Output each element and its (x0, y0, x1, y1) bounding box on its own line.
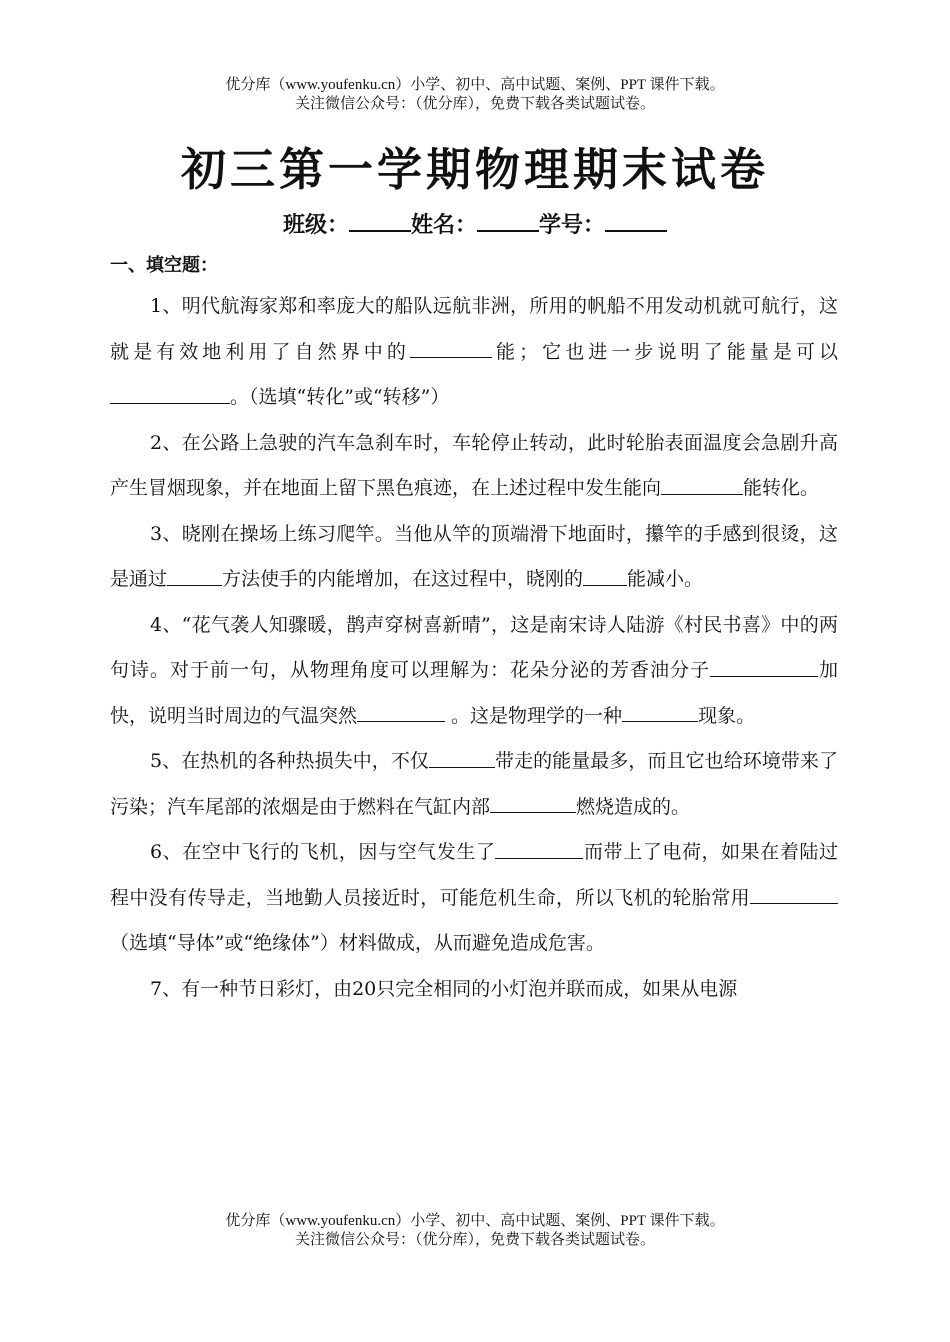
answer-blank[interactable] (490, 793, 576, 813)
question-3: 3、晓刚在操场上练习爬竿。当他从竿的顶端滑下地面时，攥竿的手感到很烫，这是通过 方法使手的内能增加，在这过程中，晓刚的 能减小。 (110, 522, 838, 590)
answer-blank[interactable] (622, 702, 698, 722)
footer-line-1: 优分库（www.youfenku.cn）小学、初中、高中试题、案例、PPT 课件下载。 (225, 1213, 725, 1229)
class-label: 班级： (282, 213, 349, 238)
header-line-1: 优分库（www.youfenku.cn）小学、初中、高中试题、案例、PPT 课件下载。 (225, 77, 725, 93)
answer-blank[interactable] (710, 657, 818, 677)
answer-blank[interactable] (583, 566, 627, 586)
answer-blank[interactable] (167, 566, 222, 586)
header-line-2: 关注微信公众号：（优分库），免费下载各类试题试卷。 (294, 96, 655, 112)
question-2: 2、在公路上急驶的汽车急刹车时，车轮停止转动，此时轮胎表面温度会急剧升高产生冒烟现象，并在地面上留下黑色痕迹，在上述过程中发生能向 能转化。 (110, 431, 838, 499)
question-7: 7、有一种节日彩灯，由20只完全相同的小灯泡并联而成，如果从电源 (150, 977, 738, 1000)
section-heading-fill-in: 一、填空题： (110, 255, 218, 276)
answer-blank[interactable] (410, 338, 492, 358)
id-label: 学号： (539, 213, 606, 238)
question-5: 5、在热机的各种热损失中，不仅 带走的能量最多，而且它也给环境带来了污染；汽车尾部的浓烟是由于燃料在气缸内部 燃烧造成的。 (110, 739, 838, 830)
page-title: 初三第一学期物理期末试卷 (180, 143, 769, 196)
question-4: 4、“花气袭人知骤暖，鹊声穿树喜新晴”，这是南宋诗人陆游《村民书喜》中的两句诗。对于前一句，从物理角度可以理解为：花朵分泌的芳香油分子 加快，说明当时周边的气温突然 。这是物理学的一种 现象。 (110, 613, 838, 727)
name-label: 姓名： (410, 213, 477, 238)
answer-blank[interactable] (357, 702, 445, 722)
answer-blank[interactable] (495, 839, 583, 859)
answer-blank[interactable] (750, 884, 838, 904)
answer-blank[interactable] (110, 384, 230, 404)
question-list (110, 284, 838, 1012)
page-footer (0, 1212, 950, 1250)
question-6: 6、在空中飞行的飞机，因与空气发生了 而带上了电荷，如果在着陆过程中没有传导走，当地勤人员接近时，可能危机生命，所以飞机的轮胎常用（选填“导体”或“绝缘体”）材料做成，从而避免造成危害。 (110, 830, 838, 967)
footer-line-2: 关注微信公众号：（优分库），免费下载各类试题试卷。 (294, 1232, 655, 1248)
answer-blank[interactable] (661, 475, 743, 495)
page-header (0, 76, 950, 114)
answer-blank[interactable] (429, 748, 495, 768)
student-info-row (0, 208, 950, 241)
class-blank[interactable] (349, 208, 411, 232)
question-1: 1、明代航海家郑和率庞大的船队远航非洲，所用的帆船不用发动机就可航行，这就是有效地利用了自然界中的 能；它也进一步说明了能量是可以。（选填“转化”或“转移”） (110, 295, 838, 408)
name-blank[interactable] (477, 208, 539, 232)
id-blank[interactable] (605, 208, 667, 232)
